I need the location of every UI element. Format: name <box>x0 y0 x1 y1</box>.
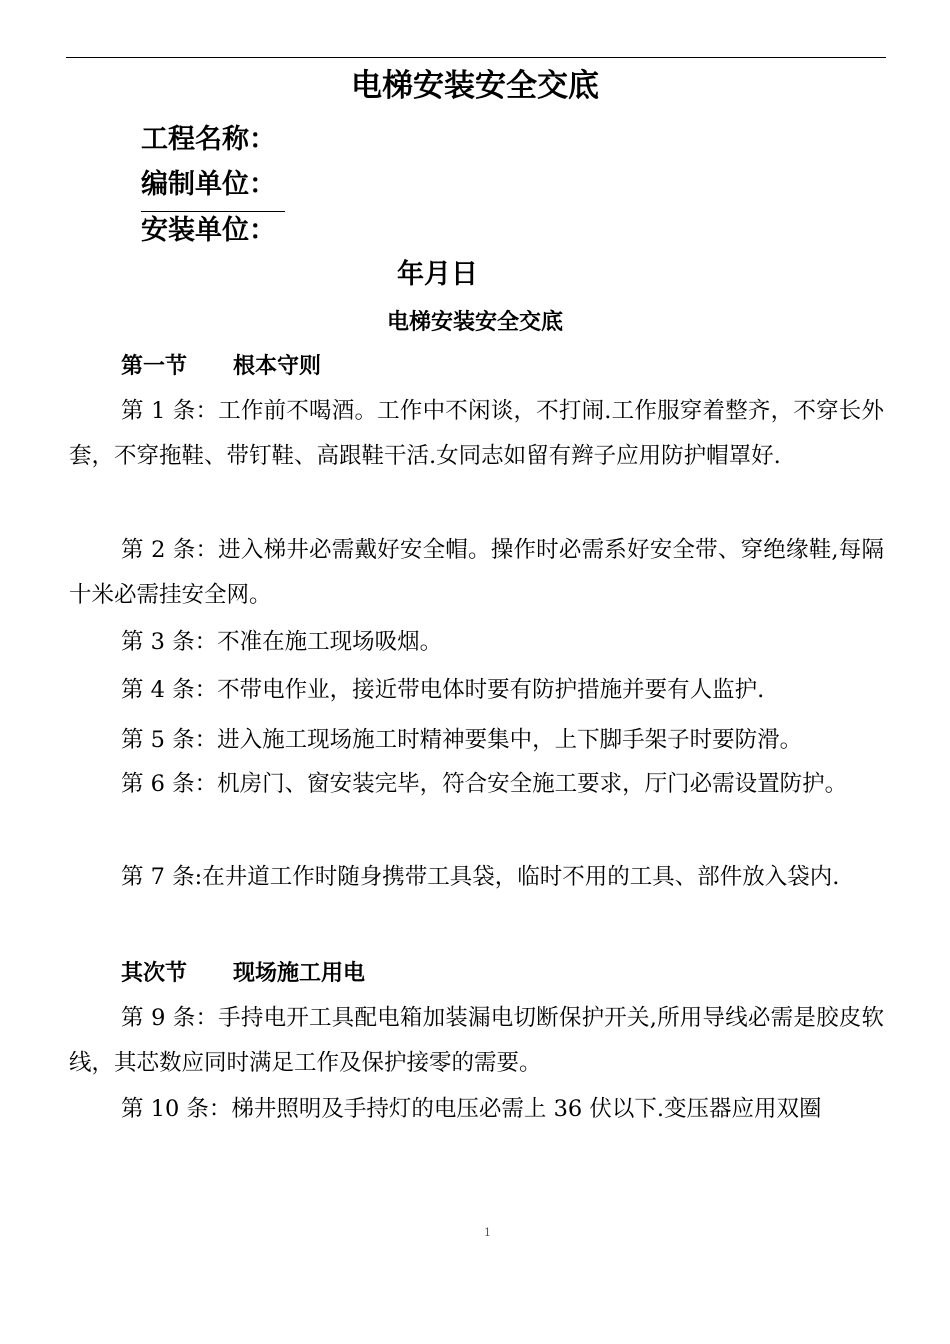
project-name-label: 工程名称： <box>141 124 276 155</box>
underline-rule <box>141 211 285 212</box>
section-heading-1: 第一节 根本守则 <box>121 354 321 379</box>
clause-5: 第 5 条：进入施工现场施工时精神要集中，上下脚手架子时要防滑。 <box>121 727 803 753</box>
clause-1: 第 1 条：工作前不喝酒。工作中不闲谈，不打闹.工作服穿着整齐，不穿长外套，不穿拖鞋、带钉鞋、高跟鞋干活.女同志如留有辫子应用防护帽罩好. <box>69 398 884 469</box>
section-heading-2: 其次节 现场施工用电 <box>121 961 365 986</box>
clause-2: 第 2 条：进入梯井必需戴好安全帽。操作时必需系好安全带、穿绝缘鞋,每隔十米必需挂安全网。 <box>69 537 884 608</box>
header-rule <box>66 57 886 58</box>
document-title: 电梯安装安全交底 <box>351 68 599 104</box>
clause-10: 第 10 条：梯井照明及手持灯的电压必需上 36 伏以下.变压器应用双圈 <box>121 1096 822 1122</box>
document-subtitle: 电梯安装安全交底 <box>386 310 563 335</box>
installer-label: 安装单位： <box>141 215 276 246</box>
clause-3: 第 3 条：不准在施工现场吸烟。 <box>121 629 443 655</box>
clause-4: 第 4 条：不带电作业，接近带电体时要有防护措施并要有人监护. <box>121 677 765 703</box>
document-date: 年月日 <box>397 259 478 290</box>
clause-9: 第 9 条：手持电开工具配电箱加装漏电切断保护开关,所用导线必需是胶皮软线，其芯数应同时满足工作及保护接零的需要。 <box>69 1005 884 1076</box>
clause-7: 第 7 条:在井道工作时随身携带工具袋，临时不用的工具、部件放入袋内. <box>121 864 840 890</box>
page-number: 1 <box>484 1226 491 1239</box>
clause-6: 第 6 条：机房门、窗安装完毕，符合安全施工要求，厅门必需设置防护。 <box>121 771 848 797</box>
compiler-label: 编制单位： <box>141 169 276 200</box>
